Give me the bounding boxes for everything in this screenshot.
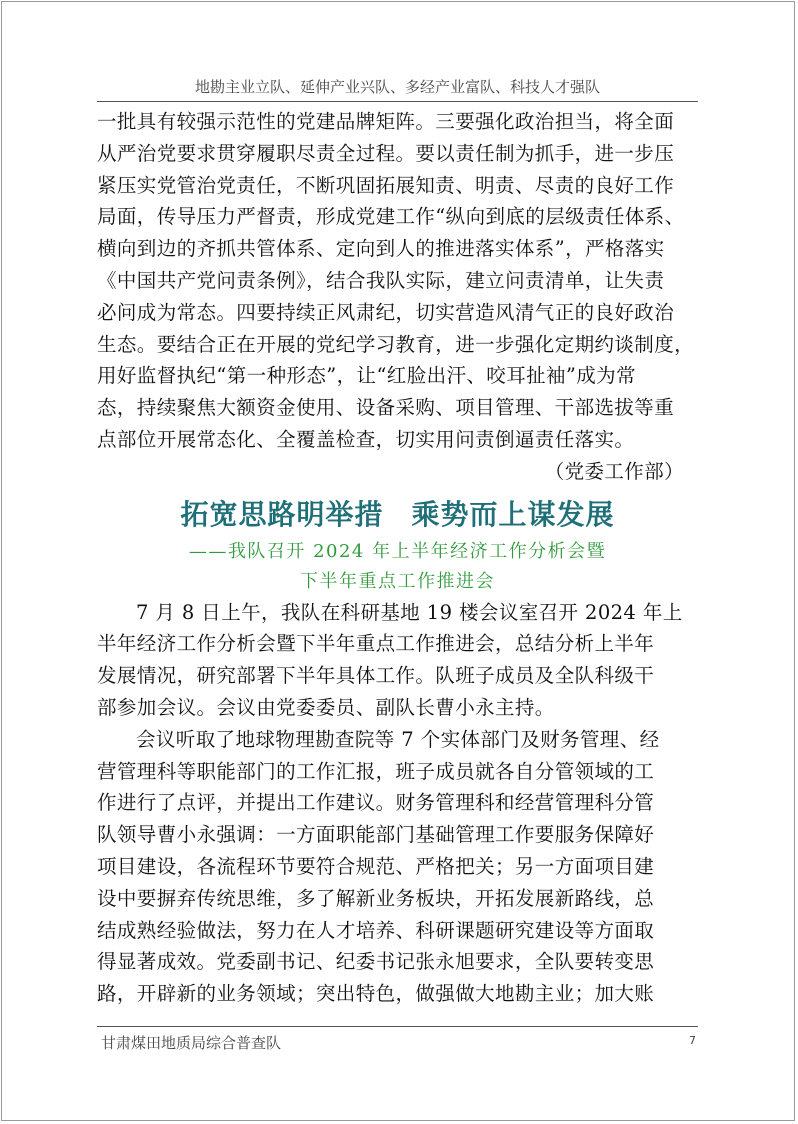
paragraph-line: 队领导曹小永强调：一方面职能部门基础管理工作要服务保障好 <box>97 823 655 847</box>
footer-organization: 甘肃煤田地质局综合普查队 <box>101 1034 282 1052</box>
intro-line: 《中国共产党问责条例》，结合我队实际，建立问责清单，让失责 <box>97 268 665 292</box>
intro-line: 必问成为常态。四要持续正风肃纪，切实营造风清气正的良好政治 <box>97 300 675 324</box>
header-divider <box>97 101 698 102</box>
article-paragraph-2 <box>97 724 698 1010</box>
paragraph-line: 得显著成效。党委副书记、纪委书记张永旭要求，全队要转变思 <box>97 950 655 974</box>
article-paragraph-1 <box>97 597 698 724</box>
intro-paragraph <box>97 106 698 456</box>
intro-line: 一批具有较强示范性的党建品牌矩阵。三要强化政治担当，将全面 <box>97 110 675 133</box>
intro-line: 从严治党要求贯穿履职尽责全过程。要以责任制为抓手，进一步压 <box>97 141 675 165</box>
article-title-part2: 乘势而上谋发展 <box>411 497 615 531</box>
paragraph-line: 项目建设，各流程环节要符合规范、严格把关；另一方面项目建 <box>97 854 655 878</box>
intro-line: 用好监督执纪“第一种形态”，让“红脸出汗、咬耳扯袖”成为常 <box>97 364 636 388</box>
page-number: 7 <box>689 1034 696 1047</box>
paragraph-line: 设中要摒弃传统思维，多了解新业务板块，开拓发展新路线，总 <box>97 886 655 910</box>
paragraph-line: 发展情况，研究部署下半年具体工作。队班子成员及全队科级干 <box>97 664 655 688</box>
intro-line: 生态。要结合正在开展的党纪学习教育，进一步强化定期约谈制度， <box>97 332 695 356</box>
paragraph-line: 7 月 8 日上午，我队在科研基地 19 楼会议室召开 2024 年上 <box>136 600 683 624</box>
intro-line: 紧压实党管治党责任，不断巩固拓展知责、明责、尽责的良好工作 <box>97 173 675 197</box>
page-body <box>97 106 698 1010</box>
paragraph-line: 部参加会议。会议由党委委员、副队长曹小永主持。 <box>97 695 555 719</box>
article-subtitle-line2: 下半年重点工作推进会 <box>300 570 495 592</box>
footer-divider <box>97 1026 698 1027</box>
intro-line: 态，持续聚焦大额资金使用、设备采购、项目管理、干部选拔等重 <box>97 396 675 420</box>
paragraph-line: 半年经济工作分析会暨下半年重点工作推进会，总结分析上半年 <box>97 632 655 656</box>
paragraph-line: 结成熟经验做法，努力在人才培养、科研课题研究建设等方面取 <box>97 918 655 942</box>
paragraph-line: 作进行了点评，并提出工作建议。财务管理科和经营管理科分管 <box>97 791 655 815</box>
article-subtitle-line1: ——我队召开 2024 年上半年经济工作分析会暨 <box>188 540 607 562</box>
page-header-slogan: 地勘主业立队、延伸产业兴队、多经产业富队、科技人才强队 <box>194 78 600 96</box>
department-signature: （党委工作部） <box>544 459 684 483</box>
article-title-part1: 拓宽思路明举措 <box>180 497 384 531</box>
intro-line: 横向到边的齐抓共管体系、定向到人的推进落实体系”，严格落实 <box>97 237 665 261</box>
article-title <box>97 493 698 537</box>
intro-line: 点部位开展常态化、全覆盖检查，切实用问责倒逼责任落实。 <box>97 427 635 451</box>
intro-line: 局面，传导压力严督责，形成党建工作“纵向到底的层级责任体系、 <box>97 205 685 229</box>
paragraph-line: 营管理科等职能部门的工作汇报，班子成员就各自分管领域的工 <box>97 759 655 783</box>
paragraph-line: 路，开辟新的业务领域；突出特色，做强做大地勘主业；加大账 <box>97 982 655 1006</box>
paragraph-line: 会议听取了地球物理勘查院等 7 个实体部门及财务管理、经 <box>136 727 660 751</box>
